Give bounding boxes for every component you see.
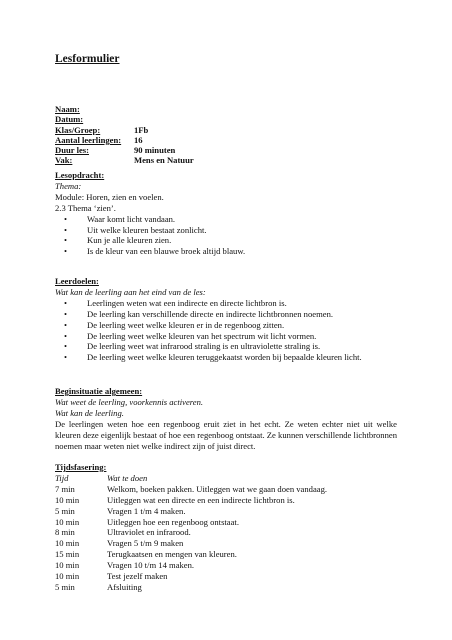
cell-what: Afsluiting [107, 581, 142, 592]
table-row [55, 538, 327, 549]
list-item [55, 320, 362, 331]
table-row [55, 495, 327, 506]
meta-label: Aantal leerlingen: [55, 134, 122, 145]
section-subtitle: Wat kan de leerling. [55, 407, 124, 418]
section-subtitle: Wat weet de leerling, voorkennis activeren. [55, 396, 204, 407]
table-row [55, 549, 327, 560]
table-row [55, 571, 327, 582]
cell-time: 10 min [55, 560, 80, 571]
cell-time: 10 min [55, 516, 80, 527]
meta-row-duur [55, 145, 194, 155]
cell-what: Terugkaatsen en mengen van kleuren. [107, 549, 237, 560]
table-row [55, 582, 327, 593]
cell-time: 8 min [55, 527, 75, 538]
cell-what: Welkom, boeken pakken. Uitleggen wat we gaan doen vandaag. [107, 483, 328, 494]
bullet-icon: • [64, 330, 68, 341]
page-title: Lesformulier [55, 53, 120, 65]
list-item-text: Uit welke kleuren bestaat zonlicht. [87, 224, 207, 235]
cell-what: Vragen 10 t/m 14 maken. [107, 560, 195, 571]
list-item-text: De leerling kan verschillende directe en indirecte lichtbronnen noemen. [87, 308, 334, 319]
text-line: 2.3 Thema ‘zien’. [55, 202, 116, 213]
meta-table [55, 104, 194, 166]
list-item-text: Waar komt licht vandaan. [87, 213, 176, 224]
bullet-icon: • [64, 308, 68, 319]
list-item [55, 246, 245, 257]
list-item [55, 309, 362, 320]
list-item [55, 214, 245, 225]
meta-label: Duur les: [55, 145, 89, 156]
list-item-text: De leerling weet wat infrarood straling is en ultraviolette straling is. [87, 341, 321, 352]
list-item [55, 235, 245, 246]
table-header [55, 473, 327, 484]
bullet-icon: • [64, 246, 68, 257]
cell-time: 10 min [55, 538, 80, 549]
list-item-text: De leerling weet welke kleuren er in de regenboog zitten. [87, 319, 285, 330]
list-item [55, 225, 245, 236]
meta-label: Datum: [55, 114, 84, 125]
meta-row-datum [55, 114, 194, 124]
table-row [55, 517, 327, 528]
section-beginsituatie [55, 386, 397, 451]
list-item-text: Kun je alle kleuren zien. [87, 235, 172, 246]
cell-what: Test jezelf maken [107, 571, 168, 582]
list-item [55, 298, 362, 309]
cell-time: 10 min [55, 494, 80, 505]
table-row [55, 484, 327, 495]
section-leerdoelen [55, 276, 362, 363]
table-row [55, 527, 327, 538]
bullet-icon: • [64, 319, 68, 330]
theme-label: Thema: [55, 180, 82, 191]
cell-time: 5 min [55, 581, 75, 592]
meta-row-aantal [55, 135, 194, 145]
section-heading: Beginsituatie algemeen: [55, 386, 143, 396]
cell-what: Uitleggen wat een directe en een indirecte lichtbron is. [107, 494, 295, 505]
cell-time: 15 min [55, 549, 80, 560]
list-item [55, 341, 362, 352]
bullet-list [55, 214, 245, 258]
table-row [55, 560, 327, 571]
cell-what: Ultraviolet en infrarood. [107, 527, 191, 538]
bullet-list [55, 298, 362, 363]
cell-time: 7 min [55, 483, 75, 494]
meta-label: Naam: [55, 104, 80, 114]
meta-value: 16 [134, 134, 143, 145]
list-item [55, 331, 362, 342]
bullet-icon: • [64, 297, 68, 308]
meta-value: 90 minuten [134, 145, 176, 156]
cell-what: Vragen 1 t/m 4 maken. [107, 505, 186, 516]
bullet-icon: • [64, 224, 68, 235]
bullet-icon: • [64, 341, 68, 352]
cell-what: Uitleggen hoe een regenboog ontstaat. [107, 516, 239, 527]
section-heading: Tijdsfasering: [55, 462, 107, 472]
section-heading: Lesopdracht: [55, 170, 105, 180]
bullet-icon: • [64, 235, 68, 246]
bullet-icon: • [64, 213, 68, 224]
meta-label: Klas/Groep: [55, 124, 101, 135]
column-header-what: Wat te doen [107, 472, 148, 483]
section-tijdsfasering [55, 462, 327, 593]
list-item [55, 352, 362, 363]
text-line: Module: Horen, zien en voelen. [55, 191, 164, 202]
section-lesopdracht [55, 170, 245, 257]
cell-what: Vragen 5 t/m 9 maken [107, 538, 184, 549]
section-paragraph: De leerlingen weten hoe een regenboog eruit ziet in het echt. Ze weten echter niet uit welke kleuren deze eigenlijk bestaat of hoe een regenboog ontstaat. Ze kunnen verschillende lichtbronnen noemen maar weten niet welke indirect zijn of juist direct. [55, 418, 397, 451]
list-item-text: De leerling weet welke kleuren teruggekaatst worden bij bepaalde kleuren licht. [87, 352, 362, 363]
list-item-text: Is de kleur van een blauwe broek altijd blauw. [87, 246, 246, 257]
cell-time: 5 min [55, 505, 75, 516]
bullet-icon: • [64, 352, 68, 363]
meta-row-klas [55, 125, 194, 135]
list-item-text: De leerling weet welke kleuren van het spectrum wit licht vormen. [87, 330, 317, 341]
table-row [55, 506, 327, 517]
meta-row-vak [55, 155, 194, 165]
list-item-text: Leerlingen weten wat een indirecte en directe lichtbron is. [87, 297, 287, 308]
meta-label: Vak: [55, 155, 73, 166]
meta-value: Mens en Natuur [134, 155, 194, 166]
meta-value: 1Fb [134, 124, 149, 135]
section-heading: Leerdoelen: [55, 276, 99, 286]
column-header-time: Tijd [55, 472, 69, 483]
meta-row-naam [55, 104, 194, 114]
cell-time: 10 min [55, 571, 80, 582]
section-subtitle: Wat kan de leerling aan het eind van de les: [55, 286, 206, 297]
